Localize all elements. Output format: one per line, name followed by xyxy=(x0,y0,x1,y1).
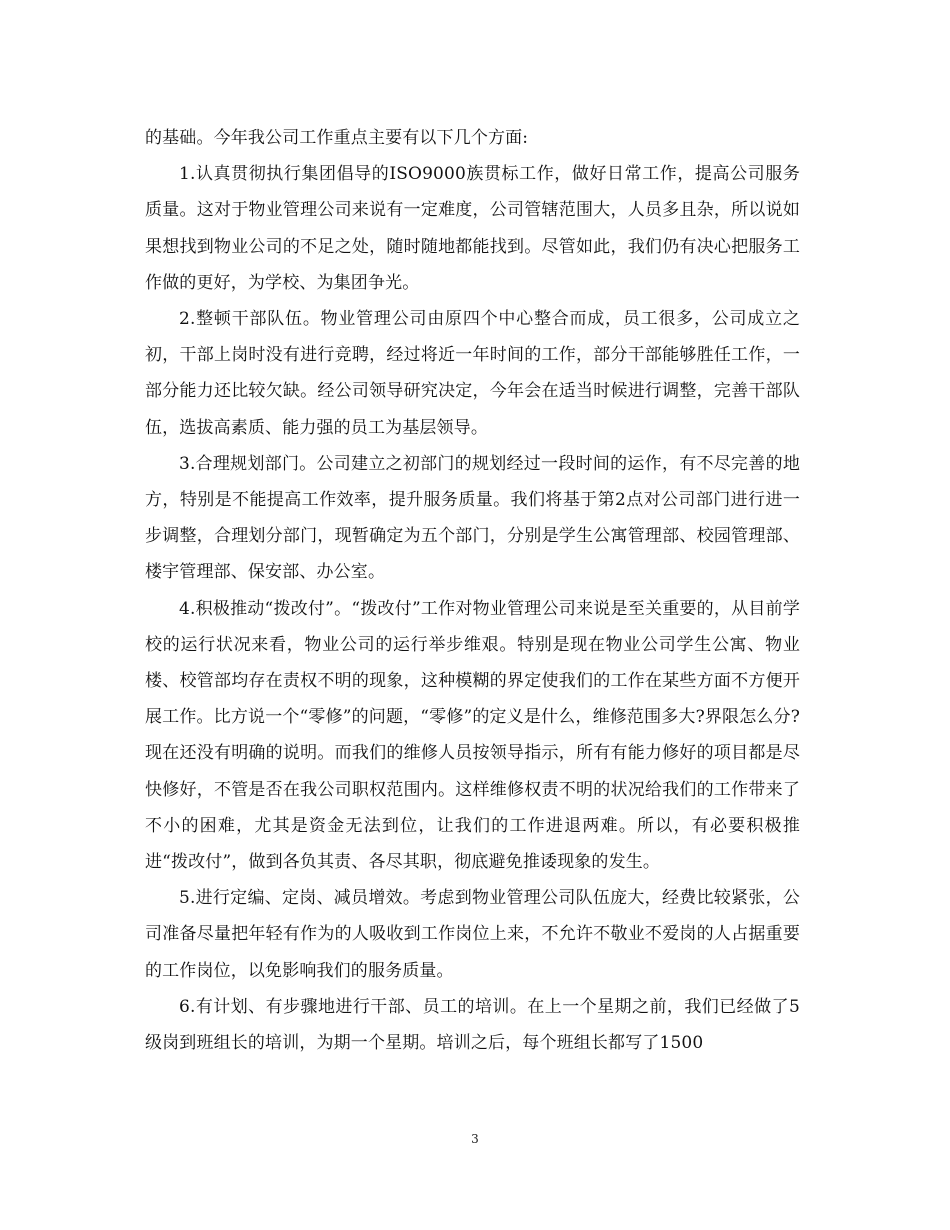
paragraph-item-5: 5.进行定编、定岗、减员增效。考虑到物业管理公司队伍庞大，经费比较紧张，公司准备尽量把年轻有作为的人吸收到工作岗位上来，不允许不敬业不爱岗的人占据重要的工作岗位，以免影响我们的服务质量。 xyxy=(145,888,800,981)
paragraph-item-6: 6.有计划、有步骤地进行干部、员工的培训。在上一个星期之前，我们已经做了5级岗到班组长的培训，为期一个星期。培训之后，每个班组长都写了1500 xyxy=(145,996,800,1054)
paragraph-item-2: 2.整顿干部队伍。物业管理公司由原四个中心整合而成，员工很多，公司成立之初，干部上岗时没有进行竞聘，经过将近一年时间的工作，部分干部能够胜任工作，一部分能力还比较欠缺。经公司领导研究决定，今年会在适当时候进行调整，完善干部队伍，选拔高素质、能力强的员工为基层领导。 xyxy=(145,309,800,438)
paragraph-item-3: 3.合理规划部门。公司建立之初部门的规划经过一段时间的运作，有不尽完善的地方，特别是不能提高工作效率，提升服务质量。我们将基于第2点对公司部门进行进一步调整，合理划分部门，现暂确定为五个部门，分别是学生公寓管理部、校园管理部、楼宇管理部、保安部、办公室。 xyxy=(145,453,800,583)
paragraph-continuation: 的基础。今年我公司工作重点主要有以下几个方面: xyxy=(145,128,529,148)
document-body xyxy=(145,120,800,1061)
paragraph-item-1: 1.认真贯彻执行集团倡导的ISO9000族贯标工作，做好日常工作，提高公司服务质量。这对于物业管理公司来说有一定难度，公司管辖范围大，人员多且杂，所以说如果想找到物业公司的不足之处，随时随地都能找到。尽管如此，我们仍有决心把服务工作做的更好，为学校、为集团争光。 xyxy=(145,164,800,293)
paragraph-item-4: 4.积极推动“拨改付”。“拨改付”工作对物业管理公司来说是至关重要的，从目前学校的运行状况来看，物业公司的运行举步维艰。特别是现在物业公司学生公寓、物业楼、校管部均存在责权不明的现象，这种模糊的界定使我们的工作在某些方面不方便开展工作。比方说一个“零修”的问题，“零修”的定义是什么，维修范围多大?界限怎么分?现在还没有明确的说明。而我们的维修人员按领导指示，所有有能力修好的项目都是尽快修好，不管是否在我公司职权范围内。这样维修权责不明的状况给我们的工作带来了不小的困难，尤其是资金无法到位，让我们的工作进退两难。所以，有必要积极推进“拨改付”，做到各负其责、各尽其职，彻底避免推诿现象的发生。 xyxy=(145,598,800,873)
page-number: 3 xyxy=(471,1132,479,1146)
